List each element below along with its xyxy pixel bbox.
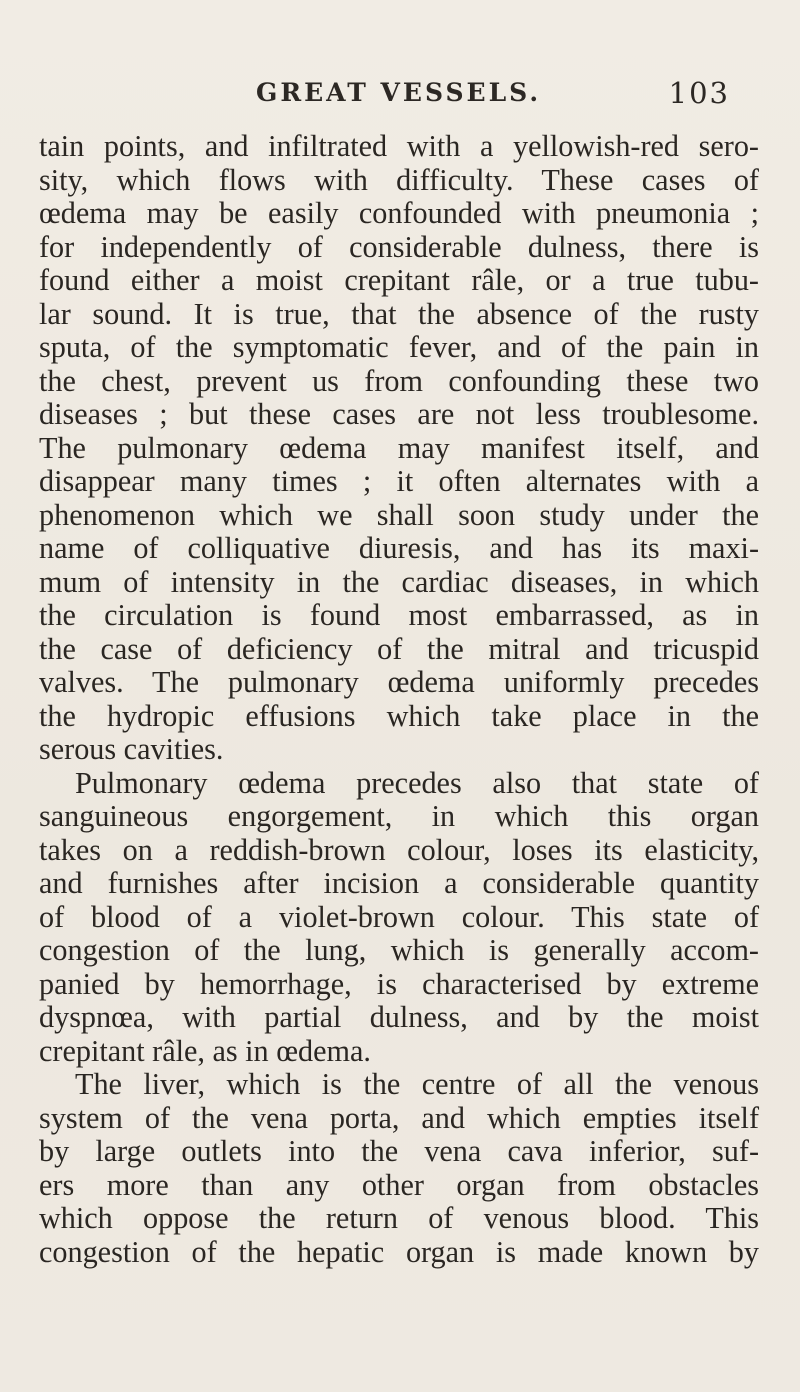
text-line: valves. The pulmonary œdema uniformly precedes xyxy=(39,665,759,699)
text-line: œdema may be easily confounded with pneumonia ; xyxy=(39,196,759,230)
paragraph-2 xyxy=(39,767,759,1069)
text-line: which oppose the return of venous blood. This xyxy=(39,1201,759,1235)
text-line: Pulmonary œdema precedes also that state of xyxy=(75,765,759,800)
text-line: The liver, which is the centre of all the venous xyxy=(75,1067,759,1101)
text-line: disappear many times ; it often alternates with a xyxy=(39,464,759,498)
text-line: for independently of considerable dulness, there is xyxy=(39,229,759,264)
text-line: congestion of the lung, which is generally accom- xyxy=(39,933,759,967)
running-head-title: GREAT VESSELS. xyxy=(256,78,542,107)
text-line: system of the vena porta, and which empties itself xyxy=(39,1100,759,1135)
text-line: dyspnœa, with partial dulness, and by the moist xyxy=(39,1000,759,1034)
text-line: lar sound. It is true, that the absence of the rusty xyxy=(39,296,759,331)
text-line: tain points, and infiltrated with a yellowish-red sero- xyxy=(39,129,759,163)
text-line: the circulation is found most embarrassed, as in xyxy=(39,598,759,632)
text-line: panied by hemorrhage, is characterised by extreme xyxy=(39,966,759,1001)
text-line: found either a moist crepitant râle, or a true tubu- xyxy=(39,263,759,297)
body-text xyxy=(39,130,759,1269)
text-line: serous cavities. xyxy=(39,732,224,766)
text-line: sity, which flows with difficulty. These cases of xyxy=(39,162,759,197)
text-line: The pulmonary œdema may manifest itself, and xyxy=(39,430,759,465)
text-line: by large outlets into the vena cava inferior, suf- xyxy=(39,1134,759,1168)
text-line: the hydropic effusions which take place in the xyxy=(39,698,759,733)
text-line: crepitant râle, as in œdema. xyxy=(39,1033,371,1068)
text-line: mum of intensity in the cardiac diseases, in which xyxy=(39,564,759,599)
text-line: takes on a reddish-brown colour, loses its elasticity, xyxy=(39,832,759,867)
text-line: phenomenon which we shall soon study under the xyxy=(39,497,759,532)
text-line: the case of deficiency of the mitral and tricuspid xyxy=(39,631,759,666)
text-line: the chest, prevent us from confounding these two xyxy=(39,363,759,398)
page-number: 103 xyxy=(668,76,730,110)
text-line: ers more than any other organ from obstacles xyxy=(39,1167,759,1202)
text-line: congestion of the hepatic organ is made known by xyxy=(39,1234,759,1269)
paragraph-3 xyxy=(39,1068,759,1269)
text-line: sanguineous engorgement, in which this organ xyxy=(39,799,759,833)
text-line: sputa, of the symptomatic fever, and of the pain in xyxy=(39,330,759,364)
paragraph-1 xyxy=(39,130,759,767)
text-line: diseases ; but these cases are not less troublesome. xyxy=(39,397,759,431)
text-line: of blood of a violet-brown colour. This state of xyxy=(39,899,759,934)
running-head xyxy=(170,78,730,118)
text-line: name of colliquative diuresis, and has its maxi- xyxy=(39,531,759,565)
text-line: and furnishes after incision a considerable quantity xyxy=(39,866,759,900)
